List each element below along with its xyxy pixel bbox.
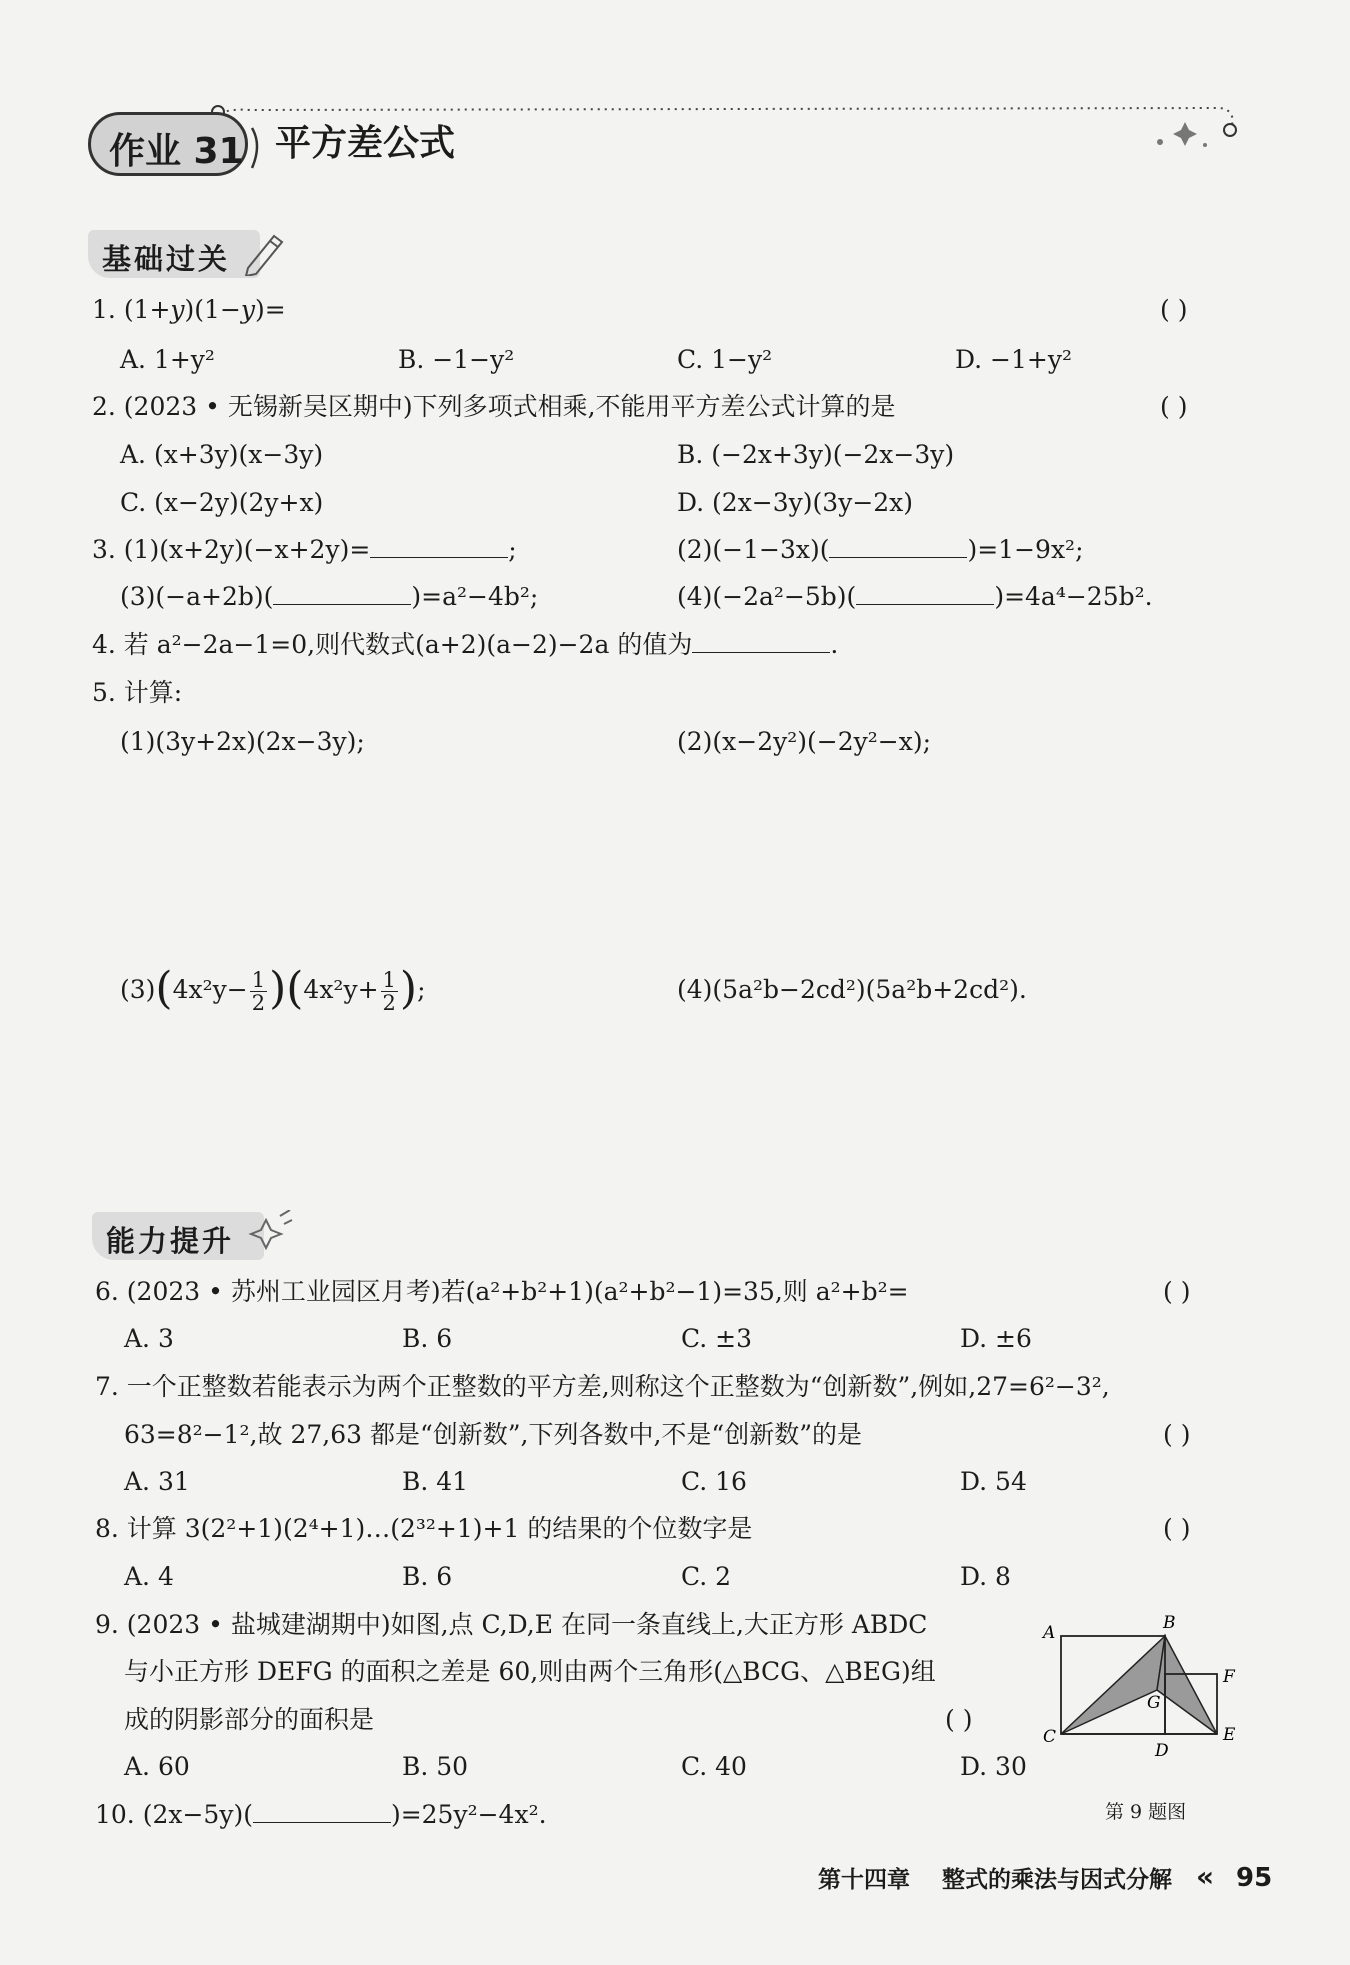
q2-option-d: D. (2x−3y)(3y−2x) [677, 488, 914, 517]
question-3-part-4: (4)(−2a²−5b)( )=4a⁴−25b². [677, 582, 1153, 611]
q9-option-b: B. 50 [402, 1752, 469, 1781]
sparkle-icon [244, 1210, 294, 1258]
section-advanced: 能力提升 [92, 1212, 264, 1260]
q1-option-a: A. 1+y² [120, 345, 215, 374]
q5-part-3: (3)(4x²y− $\frac{1}{2}$ )(4x²y+ $\frac{1}{2}$ ); [120, 962, 426, 1015]
blank[interactable] [370, 535, 508, 558]
blank[interactable] [856, 582, 994, 605]
page-title: 平方差公式 [275, 123, 456, 164]
blank[interactable] [253, 1800, 391, 1823]
question-1: 1. (1+y)(1−y)= [92, 295, 286, 324]
q5-part-2: (2)(x−2y²)(−2y²−x); [677, 727, 931, 756]
footer-chapter: 第十四章 [818, 1867, 910, 1893]
section-basic: 基础过关 [88, 230, 260, 278]
q6-option-c: C. ±3 [681, 1324, 752, 1353]
answer-paren-6: ( ) [1163, 1277, 1191, 1306]
question-5: 5. 计算: [92, 678, 183, 707]
label-F: F [1223, 1667, 1235, 1687]
answer-paren-2: ( ) [1160, 392, 1188, 421]
blank[interactable] [829, 535, 967, 558]
question-7-line-2: 63=8²−1²,故 27,63 都是“创新数”,下列各数中,不是“创新数”的是 [124, 1420, 862, 1449]
blank[interactable] [273, 582, 411, 605]
q9-option-c: C. 40 [681, 1752, 747, 1781]
q5-part-4: (4)(5a²b−2cd²)(5a²b+2cd²). [677, 975, 1027, 1004]
question-4: 4. 若 a²−2a−1=0,则代数式(a+2)(a−2)−2a 的值为 . [92, 630, 839, 659]
pencil-icon [240, 228, 290, 276]
q9-option-d: D. 30 [960, 1752, 1027, 1781]
q7-option-b: B. 41 [402, 1467, 469, 1496]
q2-option-b: B. (−2x+3y)(−2x−3y) [677, 440, 955, 469]
q8-option-c: C. 2 [681, 1562, 732, 1591]
q6-option-b: B. 6 [402, 1324, 453, 1353]
question-2: 2. (2023 • 无锡新吴区期中)下列多项式相乘,不能用平方差公式计算的是 [92, 392, 896, 421]
label-D: D [1155, 1741, 1169, 1761]
question-9-line-2: 与小正方形 DEFG 的面积之差是 60,则由两个三角形(△BCG、△BEG)组 [124, 1657, 936, 1686]
q2-option-c: C. (x−2y)(2y+x) [120, 488, 324, 517]
question-6: 6. (2023 • 苏州工业园区月考)若(a²+b²+1)(a²+b²−1)=35,则 a²+b²= [95, 1277, 909, 1306]
q8-option-a: A. 4 [124, 1562, 174, 1591]
answer-paren-1: ( ) [1160, 295, 1188, 324]
answer-paren-7: ( ) [1163, 1420, 1191, 1449]
assignment-badge: 作业 31 [88, 112, 248, 176]
question-10: 10. (2x−5y)( )=25y²−4x². [95, 1800, 547, 1829]
q1-option-d: D. −1+y² [955, 345, 1072, 374]
q1-option-c: C. 1−y² [677, 345, 773, 374]
q7-option-d: D. 54 [960, 1467, 1027, 1496]
question-3-part-3: (3)(−a+2b)( )=a²−4b²; [120, 582, 539, 611]
q9-option-a: A. 60 [124, 1752, 190, 1781]
q9-geometry-figure [1035, 1610, 1255, 1780]
q6-option-a: A. 3 [124, 1324, 174, 1353]
q6-option-d: D. ±6 [960, 1324, 1032, 1353]
page-number: 95 [1236, 1863, 1273, 1893]
q5-part-1: (1)(3y+2x)(2x−3y); [120, 727, 365, 756]
footer-title: 整式的乘法与因式分解 [942, 1867, 1172, 1893]
question-3-part-2: (2)(−1−3x)( )=1−9x²; [677, 535, 1084, 564]
label-C: C [1043, 1727, 1057, 1747]
question-9-line-1: 9. (2023 • 盐城建湖期中)如图,点 C,D,E 在同一条直线上,大正方形 ABDC [95, 1610, 928, 1639]
question-8: 8. 计算 3(2²+1)(2⁴+1)…(2³²+1)+1 的结果的个位数字是 [95, 1514, 753, 1543]
q7-option-a: A. 31 [124, 1467, 190, 1496]
question-9-line-3: 成的阴影部分的面积是 [124, 1705, 375, 1734]
figure-caption: 第 9 题图 [1105, 1801, 1187, 1823]
label-A: A [1043, 1623, 1056, 1643]
question-3-part-1: 3. (1)(x+2y)(−x+2y)= ; [92, 535, 517, 564]
label-B: B [1163, 1613, 1176, 1633]
answer-paren-8: ( ) [1163, 1514, 1191, 1543]
answer-paren-9: ( ) [945, 1705, 973, 1734]
q1-option-b: B. −1−y² [398, 345, 515, 374]
label-E: E [1223, 1725, 1236, 1745]
q8-option-b: B. 6 [402, 1562, 453, 1591]
footer-arrow-icon: « [1196, 1860, 1215, 1893]
q2-option-a: A. (x+3y)(x−3y) [120, 440, 324, 469]
q8-option-d: D. 8 [960, 1562, 1011, 1591]
blank[interactable] [692, 630, 830, 653]
question-7-line-1: 7. 一个正整数若能表示为两个正整数的平方差,则称这个正整数为“创新数”,例如,27=6²−3², [95, 1372, 1110, 1401]
q7-option-c: C. 16 [681, 1467, 747, 1496]
label-G: G [1147, 1693, 1161, 1713]
